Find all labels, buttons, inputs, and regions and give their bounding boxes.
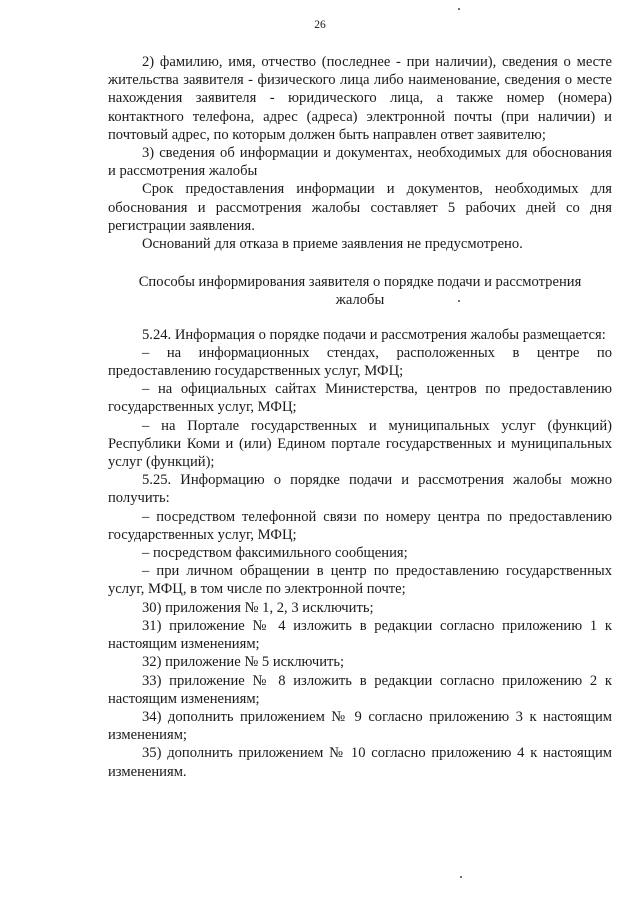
amendment-32: 32) приложение № 5 исключить; xyxy=(142,654,345,671)
section-5-24-intro: 5.24. Информация о порядке подачи и рассмотрения жалобы размещается: xyxy=(142,326,606,343)
list-item: – на официальных сайтах Министерства, центров по предоставлению государственных услуг, МФЦ; xyxy=(108,381,612,416)
amendment-34: 34) дополнить приложением № 9 согласно приложению 3 к настоящим изменениям; xyxy=(108,708,612,744)
list-item: – на информационных стендах, расположенных в центре по предоставлению государственных услуг, МФЦ; xyxy=(108,344,612,380)
scan-speck xyxy=(460,876,462,878)
scan-speck xyxy=(458,300,460,302)
amendment-30: 30) приложения № 1, 2, 3 исключить; xyxy=(142,599,374,616)
page-number: 26 xyxy=(314,19,326,31)
list-item: – посредством факсимильного сообщения; xyxy=(142,545,408,562)
paragraph-item-2: 2) фамилию, имя, отчество (последнее - при наличии), сведения о месте жительства заявителя - физического лица либо наименование, сведения о месте нахождения заявителя - юридического лица, а также номер (номера) контактного телефона, адрес (адреса) электронной почты (при наличии) и почтовый адрес, по которым должен быть направлен ответ заявителю; xyxy=(108,54,612,143)
amendment-33: 33) приложение № 8 изложить в редакции согласно приложению 2 к настоящим изменениям; xyxy=(108,672,612,707)
paragraph-deadline: Срок предоставления информации и документов, необходимых для обоснования и рассмотрения жалобы составляет 5 рабочих дней со дня регистрации заявления. xyxy=(108,181,612,234)
list-item: – при личном обращении в центр по предоставлению государственных услуг, МФЦ, в том числе по электронной почте; xyxy=(108,563,612,598)
section-heading: Способы информирования заявителя о порядке подачи и рассмотрения жалобы xyxy=(138,274,582,309)
document-body xyxy=(108,53,612,781)
amendment-35: 35) дополнить приложением № 10 согласно приложению 4 к настоящим изменениям. xyxy=(108,745,612,780)
paragraph-no-refusal: Оснований для отказа в приеме заявления не предусмотрено. xyxy=(142,236,523,253)
scan-speck xyxy=(458,8,460,10)
section-5-25-intro: 5.25. Информацию о порядке подачи и рассмотрения жалобы можно получить: xyxy=(108,472,612,507)
list-item: – посредством телефонной связи по номеру центра по предоставлению государственных услуг, МФЦ; xyxy=(108,508,612,543)
paragraph-item-3: 3) сведения об информации и документах, необходимых для обоснования и рассмотрения жалобы xyxy=(108,145,612,180)
list-item: – на Портале государственных и муниципальных услуг (функций) Республики Коми и (или) Едином портале государственных и муниципальных услуг (функций); xyxy=(108,417,612,471)
amendment-31: 31) приложение № 4 изложить в редакции согласно приложению 1 к настоящим изменениям; xyxy=(108,617,612,653)
